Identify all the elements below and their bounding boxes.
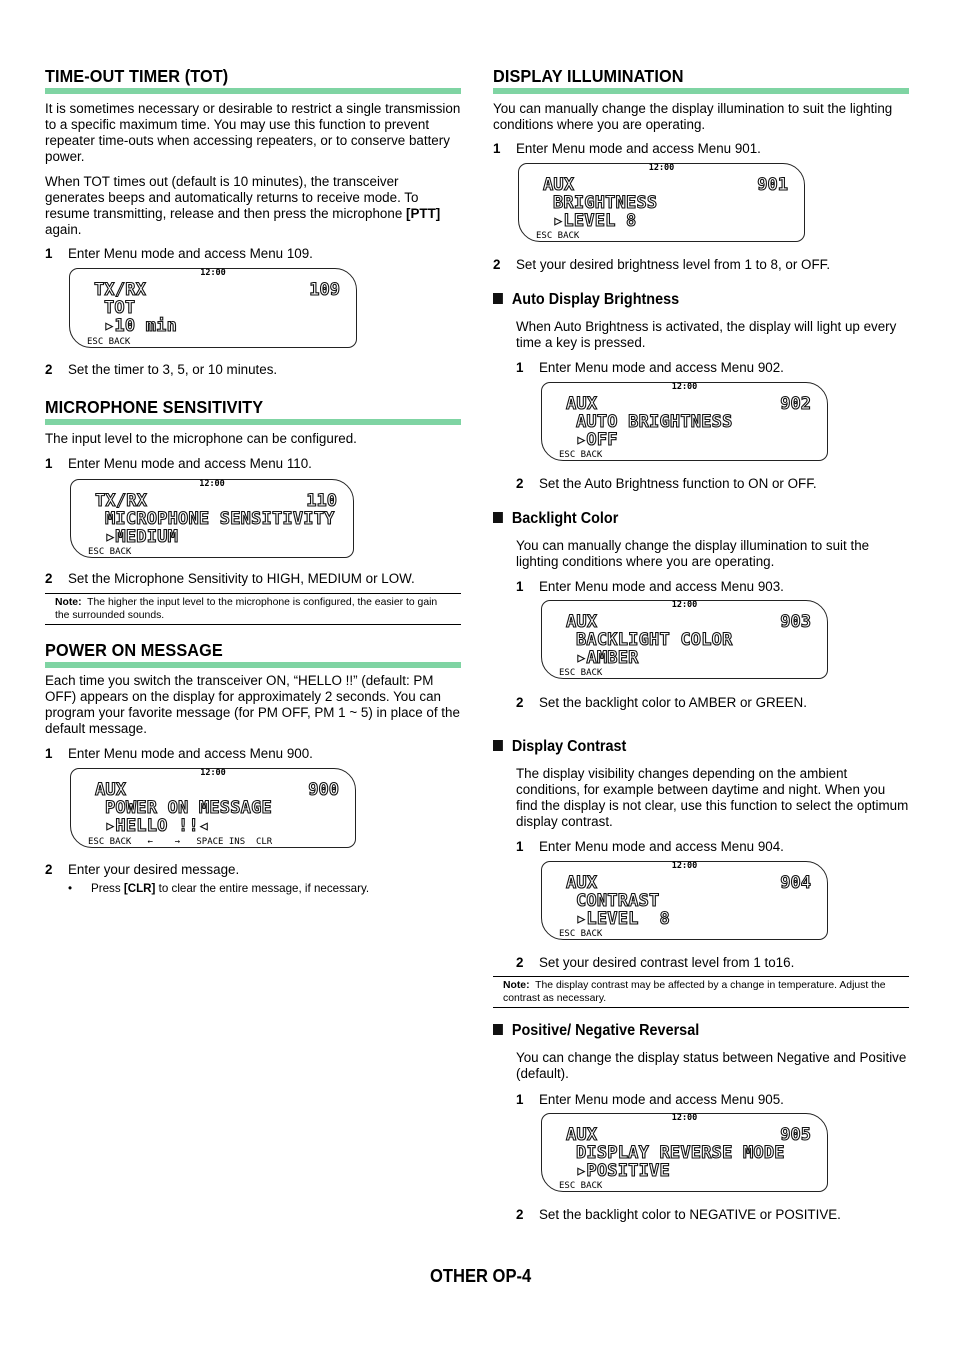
- illum-paragraph-1: You can manually change the display illumination to suit the lighting conditions where you are operating.: [493, 101, 893, 132]
- tot-paragraph-2-end: again.: [45, 222, 82, 237]
- bullet-mark: •: [68, 882, 73, 895]
- lcd-esc-back: ESC BACK: [559, 1181, 603, 1191]
- lcd-clock: 12:00: [200, 768, 226, 778]
- contrast-step-2: [516, 955, 909, 971]
- lcd-menu-number: 902: [780, 394, 811, 414]
- reversal-step-2: [516, 1207, 909, 1223]
- lcd-menu-number: 900: [308, 780, 339, 800]
- lcd-line-2: BACKLIGHT COLOR: [576, 630, 733, 650]
- lcd-menu-number: 903: [780, 612, 811, 632]
- lcd-menu-number: 904: [780, 873, 811, 893]
- lcd-line-1: AUX: [566, 394, 598, 414]
- tot-paragraph-1: It is sometimes necessary or desirable to restrict a single transmission to a specific maximum time. You may use this function to prevent repeater time-outs when accessing repeaters, or to conserve battery power.: [45, 101, 461, 164]
- step-number: 1: [45, 746, 53, 761]
- illum-step-1: [493, 141, 909, 157]
- step-text: Set the Auto Brightness function to ON or OFF.: [539, 476, 817, 491]
- section-heading-power-on-message: POWER ON MESSAGE: [45, 640, 223, 660]
- lcd-menu-number: 110: [306, 491, 337, 511]
- subheading-text: Display Contrast: [511, 738, 627, 755]
- note-text: The display contrast may be affected by a change in temperature. Adjust the contrast as necessary.: [503, 980, 886, 1004]
- lcd-display-menu-902: [541, 382, 828, 461]
- subheading-text: Backlight Color: [511, 510, 619, 527]
- step-number: 2: [493, 257, 501, 272]
- lcd-esc-back: ESC BACK: [559, 929, 603, 939]
- lcd-clock: 12:00: [671, 382, 698, 392]
- heading-rule: [45, 419, 461, 425]
- subheading-positive-negative-reversal: [493, 1022, 867, 1040]
- clr-key-label: [CLR]: [123, 882, 156, 895]
- step-number: 2: [45, 862, 53, 877]
- lcd-line-3: ▸10 min: [104, 316, 178, 336]
- contrast-step-1: [516, 839, 909, 855]
- step-number: 2: [516, 1207, 524, 1222]
- lcd-esc-back: ESC BACK: [559, 668, 603, 678]
- backlight-step-2: [516, 695, 909, 711]
- subheading-text: Auto Display Brightness: [511, 291, 680, 308]
- step-text: Set your desired contrast level from 1 to16.: [539, 955, 795, 970]
- backlight-paragraph-1: You can manually change the display illumination to suit the lighting conditions where you are operating.: [516, 538, 870, 569]
- lcd-display-menu-110: [70, 479, 354, 558]
- mic-note: [45, 593, 461, 625]
- section-heading-mic: MICROPHONE SENSITIVITY: [45, 397, 264, 417]
- ptt-key-label: [PTT]: [406, 206, 441, 221]
- pom-step-2: [45, 862, 461, 878]
- lcd-esc-back: ESC BACK: [536, 231, 580, 241]
- step-text: Set the backlight color to AMBER or GREEN.: [539, 695, 807, 710]
- lcd-line-2: POWER ON MESSAGE: [105, 798, 272, 818]
- contrast-note: [493, 976, 909, 1008]
- step-text: Enter Menu mode and access Menu 900.: [68, 746, 313, 761]
- lcd-line-3: ▸HELLO !!◂: [105, 816, 210, 836]
- lcd-line-1: AUX: [566, 873, 598, 893]
- step-number: 2: [516, 476, 524, 491]
- section-heading-display-illumination: DISPLAY ILLUMINATION: [493, 66, 684, 86]
- lcd-line-2: CONTRAST: [576, 891, 660, 911]
- tot-step-2: [45, 362, 461, 378]
- reversal-paragraph-1: You can change the display status between Negative and Positive (default).: [516, 1050, 907, 1081]
- page-footer: OTHER OP-4: [430, 1266, 532, 1286]
- lcd-line-2: DISPLAY REVERSE MODE: [576, 1143, 785, 1163]
- lcd-display-menu-903: [541, 600, 828, 679]
- contrast-paragraph-1: The display visibility changes depending on the ambient conditions, for example between daytime and night. When you find the display is not clear, use this function to select the optimum display contrast.: [516, 766, 909, 829]
- square-bullet-icon: [493, 293, 503, 304]
- lcd-line-1: AUX: [566, 612, 598, 632]
- step-number: 2: [516, 955, 524, 970]
- step-text: Set your desired brightness level from 1 to 8, or OFF.: [516, 257, 831, 272]
- lcd-esc-back: ESC BACK: [87, 337, 131, 347]
- step-text: Enter Menu mode and access Menu 904.: [539, 839, 784, 854]
- bullet-text: Press: [91, 882, 124, 895]
- lcd-line-3: ▸MEDIUM: [105, 527, 179, 547]
- heading-rule: [45, 88, 461, 94]
- step-text: Set the backlight color to NEGATIVE or POSITIVE.: [539, 1207, 841, 1222]
- lcd-clock: 12:00: [648, 163, 675, 173]
- lcd-line-3: ▸LEVEL 8: [553, 211, 637, 231]
- step-number: 1: [516, 360, 524, 375]
- step-text: Enter Menu mode and access Menu 109.: [68, 246, 313, 261]
- lcd-display-menu-109: [69, 268, 357, 348]
- lcd-clock: 12:00: [199, 479, 225, 489]
- lcd-line-1: AUX: [95, 780, 127, 800]
- lcd-clock: 12:00: [671, 861, 698, 871]
- note-text: The higher the input level to the microphone is configured, the easier to gain the surrounded sounds.: [55, 597, 438, 621]
- heading-rule: [493, 88, 909, 94]
- backlight-step-1: [516, 579, 909, 595]
- lcd-line-3: ▸AMBER: [576, 648, 639, 668]
- pom-paragraph-1: Each time you switch the transceiver ON, “HELLO !!” (default: PM OFF) appears on the display for approximately 2 seconds. You can program your favorite message (for PM OFF, PM 1 ~ 5) in place of the default message.: [45, 673, 460, 736]
- lcd-display-menu-905: [541, 1113, 828, 1192]
- step-text: Set the Microphone Sensitivity to HIGH, MEDIUM or LOW.: [68, 571, 415, 586]
- section-heading-tot: TIME-OUT TIMER (TOT): [45, 66, 229, 86]
- square-bullet-icon: [493, 512, 503, 523]
- lcd-display-menu-901: [518, 163, 805, 242]
- lcd-menu-number: 109: [309, 280, 340, 300]
- step-number: 2: [45, 362, 53, 377]
- note-label: Note:: [55, 597, 82, 608]
- lcd-line-1: AUX: [543, 175, 575, 195]
- mic-paragraph-1: The input level to the microphone can be configured.: [45, 431, 357, 446]
- step-text: Enter Menu mode and access Menu 110.: [68, 456, 312, 471]
- lcd-line-1: AUX: [566, 1125, 598, 1145]
- lcd-soft-keys: ESC BACK ← → SPACE INS CLR: [88, 837, 273, 847]
- lcd-menu-number: 905: [780, 1125, 811, 1145]
- lcd-line-1: TX/RX: [94, 280, 147, 300]
- lcd-line-2: MICROPHONE SENSITIVITY: [105, 509, 335, 529]
- auto-step-2: [516, 476, 909, 492]
- lcd-clock: 12:00: [671, 1113, 698, 1123]
- lcd-line-1: TX/RX: [95, 491, 148, 511]
- lcd-line-3: ▸OFF: [576, 430, 618, 450]
- subheading-backlight-color: [493, 510, 867, 528]
- step-number: 1: [516, 579, 524, 594]
- step-number: 1: [516, 839, 524, 854]
- step-number: 2: [45, 571, 53, 586]
- bullet-text-end: to clear the entire message, if necessary.: [155, 882, 370, 895]
- step-number: 1: [45, 456, 53, 471]
- lcd-clock: 12:00: [671, 600, 698, 610]
- lcd-line-2: TOT: [104, 298, 136, 318]
- step-text: Enter Menu mode and access Menu 903.: [539, 579, 784, 594]
- step-number: 1: [45, 246, 53, 261]
- lcd-esc-back: ESC BACK: [559, 450, 603, 460]
- lcd-line-3: ▸LEVEL 8: [576, 909, 670, 929]
- lcd-clock: 12:00: [200, 268, 226, 278]
- step-text: Enter Menu mode and access Menu 905.: [539, 1092, 784, 1107]
- step-text: Enter your desired message.: [68, 862, 240, 877]
- subheading-auto-display-brightness: [493, 291, 867, 309]
- auto-step-1: [516, 360, 909, 376]
- step-text: Enter Menu mode and access Menu 902.: [539, 360, 784, 375]
- illum-step-2: [493, 257, 909, 273]
- mic-step-2: [45, 571, 461, 587]
- step-text: Set the timer to 3, 5, or 10 minutes.: [68, 362, 278, 377]
- subheading-text: Positive/ Negative Reversal: [511, 1022, 700, 1039]
- lcd-line-2: AUTO BRIGHTNESS: [576, 412, 733, 432]
- square-bullet-icon: [493, 740, 503, 751]
- heading-rule: [45, 662, 461, 668]
- step-number: 1: [493, 141, 501, 156]
- step-text: Enter Menu mode and access Menu 901.: [516, 141, 761, 156]
- lcd-line-3: ▸POSITIVE: [576, 1161, 670, 1181]
- auto-paragraph-1: When Auto Brightness is activated, the display will light up every time a key is pressed.: [516, 319, 897, 350]
- pom-bullet: [68, 882, 461, 896]
- step-number: 2: [516, 695, 524, 710]
- lcd-line-2: BRIGHTNESS: [553, 193, 658, 213]
- pom-step-1: [45, 746, 461, 762]
- mic-step-1: [45, 456, 461, 472]
- note-label: Note:: [503, 980, 530, 991]
- reversal-step-1: [516, 1092, 909, 1108]
- square-bullet-icon: [493, 1024, 503, 1035]
- lcd-display-menu-904: [541, 861, 828, 940]
- lcd-menu-number: 901: [757, 175, 788, 195]
- subheading-display-contrast: [493, 738, 867, 756]
- step-number: 1: [516, 1092, 524, 1107]
- lcd-esc-back: ESC BACK: [88, 547, 132, 557]
- tot-paragraph-2-text: When TOT times out (default is 10 minutes), the transceiver generates beeps and automatically returns to receive mode. To resume transmitting, release and then press the microphone: [45, 174, 419, 221]
- lcd-display-menu-900: [70, 768, 356, 848]
- tot-paragraph-2: [45, 174, 461, 238]
- tot-step-1: [45, 246, 461, 262]
